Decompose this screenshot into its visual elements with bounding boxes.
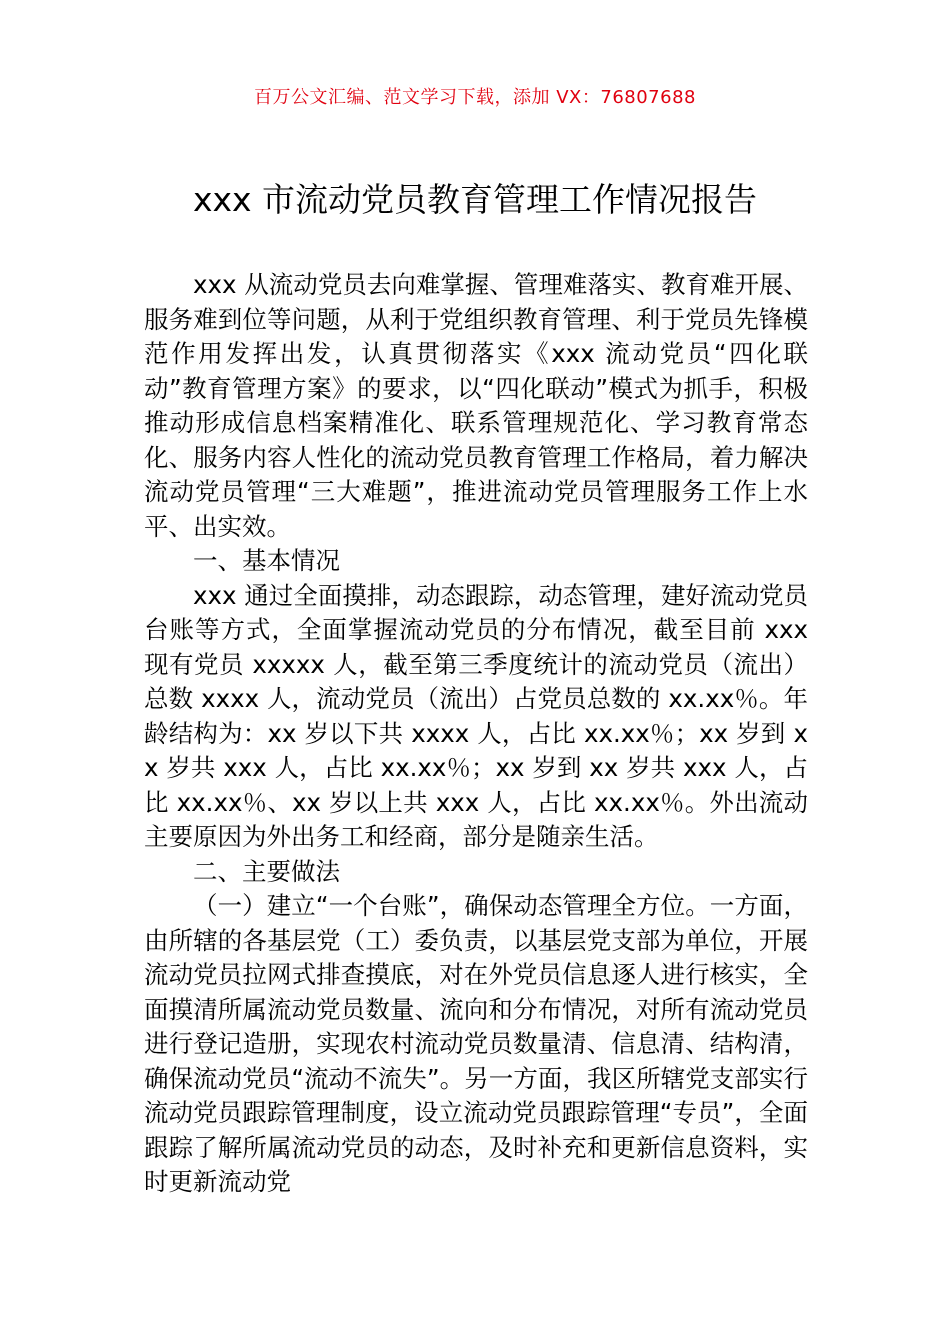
main-practices-paragraph: （一）建立“一个台账”，确保动态管理全方位。一方面，由所辖的各基层党（工）委负责，以基层党支部为单位，开展流动党员拉网式排查摸底，对在外党员信息逐人进行核实，全面摸清所属流动党员数量、流向和分布情况，对所有流动党员进行登记造册，实现农村流动党员数量清、信息清、结构清，确保流动党员“流动不流失”。另一方面，我区所辖党支部实行流动党员跟踪管理制度，设立流动党员跟踪管理“专员”，全面跟踪了解所属流动党员的动态，及时补充和更新信息资料，实时更新流动党 <box>144 891 808 1196</box>
section-heading-basic-situation: 一、基本情况 <box>193 546 340 575</box>
intro-paragraph: xxx 从流动党员去向难掌握、管理难落实、教育难开展、服务难到位等问题，从利于党组织教育管理、利于党员先锋模范作用发挥出发，认真贯彻落实《xxx 流动党员“四化联动”教育管理方案》的要求，以“四化联动”模式为抓手，积极推动形成信息档案精准化、联系管理规范化、学习教育常态化、服务内容人性化的流动党员教育管理工作格局，着力解决流动党员管理“三大难题”，推进流动党员管理服务工作上水平、出实效。 <box>144 270 808 541</box>
promo-header-note: 百万公文汇编、范文学习下载，添加 VX：76807688 <box>254 87 696 108</box>
document-body <box>144 268 808 1200</box>
document-title: xxx 市流动党员教育管理工作情况报告 <box>192 180 758 219</box>
section-heading-main-practices: 二、主要做法 <box>193 856 340 886</box>
basic-situation-paragraph: xxx 通过全面摸排，动态跟踪，动态管理，建好流动党员台账等方式，全面掌握流动党员的分布情况，截至目前 xxx 现有党员 xxxxx 人，截至第三季度统计的流动党员（流出）总数 xxxx 人，流动党员（流出）占党员总数的 xx.xx％。年龄结构为：xx 岁以下共 xxxx 人，占比 xx.xx％；xx 岁到 xx 岁共 xxx 人，占比 xx.xx％；xx 岁到 xx 岁共 xxx 人，占比 xx.xx％、xx 岁以上共 xxx 人，占比 xx.xx％。外出流动主要原因为外出务工和经商，部分是随亲生活。 <box>144 580 808 851</box>
